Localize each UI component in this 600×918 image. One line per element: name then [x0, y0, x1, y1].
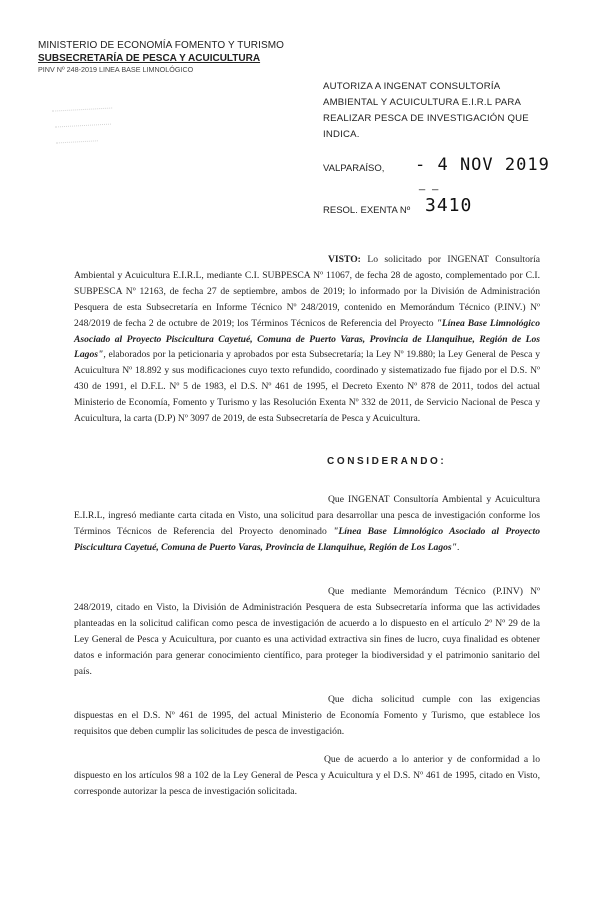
date-stamp: - 4 NOV 2019 [415, 155, 550, 175]
considerando-paragraph-2 [74, 584, 540, 679]
ministry-name: MINISTERIO DE ECONOMÍA FOMENTO Y TURISMO [38, 40, 285, 51]
considerando-paragraph-3 [74, 692, 540, 740]
p1-text-a: Que INGENAT Consultoría Ambiental y Acuicultura E.I.R.L, ingresó mediante carta citada en Visto, una solicitud para desarrollar una pesca de investigación conforme los Términos Técnicos de Referencia del Proyecto denominado [74, 494, 540, 537]
paragraph-text [74, 492, 540, 556]
p1-text-b: . [456, 541, 460, 553]
stamp-line [52, 95, 113, 112]
file-reference: PINV Nº 248-2019 LINEA BASE LIMNOLÓGICO [38, 65, 194, 74]
stamp-line [55, 127, 98, 143]
resolution-number: 3410 [425, 195, 473, 216]
letterhead [38, 40, 288, 75]
resolution-number-line [323, 196, 563, 226]
visto-paragraph [74, 252, 540, 427]
date-underline: _ _ [419, 179, 441, 191]
visto-text-b: , elaborados por la peticionaria y aprobados por esta Subsecretaría; la Ley Nº 19.880; la Ley General de Pesca y Acuicultura Nº 18.892 y sus modificaciones cuyo texto refundido, coordinado y sistematizado fue fijado por el D.S. Nº 430 de 1991, el D.F.L. Nº 5 de 1983, el D.S. Nº 461 de 1995, el Decreto Exento Nº 878 de 2011, todos del actual Ministerio de Economía, Fomento y Turismo y las Resolución Exenta Nº 332 de 2011, de Servicio Nacional de Pesca y Acuicultura, la carta (D.P) Nº 3097 de 2019, de esta Subsecretaría de Pesca y Acuicultura. [74, 349, 540, 425]
considerando-paragraph-4 [74, 752, 540, 800]
p1-project-name: "Línea Base Limnológico Asociado al Proyecto Piscicultura Cayetué, Comuna de Puerto Varas, Provincia de Llanquihue, Región de Los Lagos" [74, 525, 541, 553]
p3-text: Que dicha solicitud cumple con las exigencias dispuestas en el D.S. Nº 461 de 1995, del actual Ministerio de Economía Fomento y Turismo, que establece los requisitos que deben cumplir las solicitudes de pesca de investigación. [74, 694, 540, 737]
resolution-subject: AUTORIZA A INGENAT CONSULTORÍA AMBIENTAL Y ACUICULTURA E.I.R.L PARA REALIZAR PESCA DE INVESTIGACIÓN QUE INDICA. [323, 81, 529, 140]
received-stamp [44, 94, 125, 156]
p4-text: Que de acuerdo a lo anterior y de conformidad a lo dispuesto en los artículos 98 a 102 de la Ley General de Pesca y Acuicultura y el D.S. Nº 461 de 1995, citado en Visto, corresponde autorizar la pesca de investigación solicitada. [74, 754, 540, 797]
visto-text-a: Lo solicitado por INGENAT Consultoría Ambiental y Acuicultura E.I.R.L, mediante C.I. SUBPESCA Nº 11067, de fecha 28 de agosto, complementado por C.I. SUBPESCA Nº 12163, de fecha 27 de septiembre, ambos de 2019; lo informado por la División de Administración Pesquera de esta Subsecretaría en Informe Técnico Nº 248/2019, contenido en Memorándum Técnico (P.INV.) Nº 248/2019 de fecha 2 de octubre de 2019; los Términos Técnicos de Referencia del Proyecto [74, 254, 540, 329]
visto-project-name: "Línea Base Limnológico Asociado al Proyecto Piscicultura Cayetué, Comuna de Puerto Varas, Provincia de Llanquihue, Región de Los Lagos" [74, 317, 540, 361]
stamp-line [54, 111, 111, 128]
visto-keyword: VISTO: [328, 254, 361, 265]
considerando-paragraph-1 [74, 492, 540, 556]
resolution-label: RESOL. EXENTA Nº [323, 205, 411, 216]
p2-text: Que mediante Memorándum Técnico (P.INV) Nº 248/2019, citado en Visto, la División de Administración Pesquera de esta Subsecretaría informa que las actividades planteadas en la solicitud califican como pesca de investigación de acuerdo a lo dispuesto en el artículo 2º Nº 29 de la Ley General de Pesca y Acuicultura, por cuanto es una actividad extractiva sin fines de lucro, cuya finalidad es obtener datos e información para generar conocimiento científico, para proteger la biodiversidad y el patrimonio sanitario del país. [74, 586, 540, 677]
visto-section [74, 252, 540, 427]
considerando-heading: CONSIDERANDO: [327, 456, 447, 467]
subsecretaria-name: SUBSECRETARÍA DE PESCA Y ACUICULTURA [38, 53, 261, 64]
date-label: VALPARAÍSO, [323, 163, 385, 174]
date-line [323, 155, 563, 191]
